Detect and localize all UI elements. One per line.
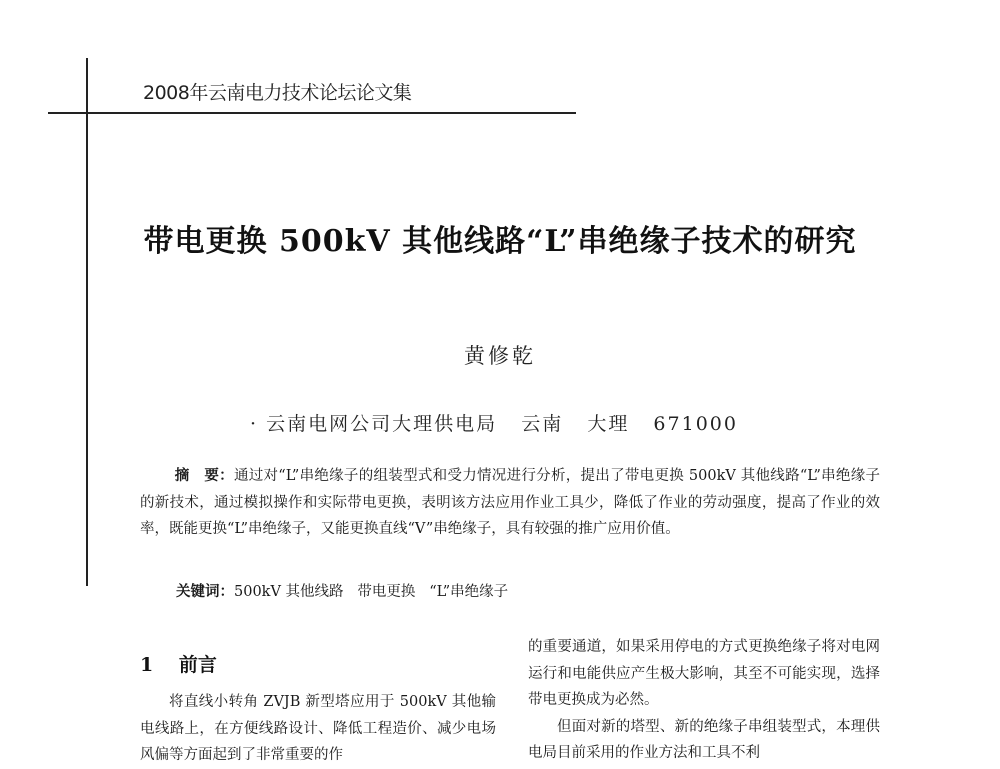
abstract-text: 通过对“L”串绝缘子的组装型式和受力情况进行分析，提出了带电更换 500kV 其他线路“L”串绝缘子的新技术，通过模拟操作和实际带电更换，表明该方法应用作业工具少，降低了作业的劳动强度，提高了作业的效率，既能更换“L”串绝缘子，又能更换直线“V”串绝缘子，具有较强的推广应用价值。 [140, 468, 881, 537]
keywords-label: 关键词： [176, 583, 234, 600]
abstract [140, 463, 880, 543]
body-paragraph: 但面对新的塔型、新的绝缘子串组装型式，本理供电局目前采用的作业方法和工具不利 [528, 718, 880, 761]
keywords-text: 500kV 其他线路 带电更换 “L”串绝缘子 [234, 584, 509, 600]
body-column-right [528, 634, 880, 767]
header-rule [48, 112, 576, 114]
keywords [176, 580, 508, 601]
crop-mark-vertical [86, 58, 88, 586]
author-name: 黄修乾 [464, 344, 536, 368]
section-heading-introduction: 1 前言 [140, 654, 217, 676]
paper-title: 带电更换 500kV 其他线路“L”串绝缘子技术的研究 [143, 224, 857, 259]
running-header: 2008年云南电力技术论坛论文集 [143, 82, 412, 104]
body-paragraph: 的重要通道，如果采用停电的方式更换绝缘子将对电网运行和电能供应产生极大影响，其至不可能实现，选择带电更换成为必然。 [528, 639, 880, 708]
author-affiliation: · 云南电网公司大理供电局 云南 大理 671000 [250, 413, 738, 435]
body-column-left: 将直线小转角 ZVJB 新型塔应用于 500kV 其他输电线路上，在方便线路设计、降低工程造价、减少电场风偏等方面起到了非常重要的作 [140, 694, 496, 763]
abstract-label: 摘 要： [174, 467, 234, 484]
